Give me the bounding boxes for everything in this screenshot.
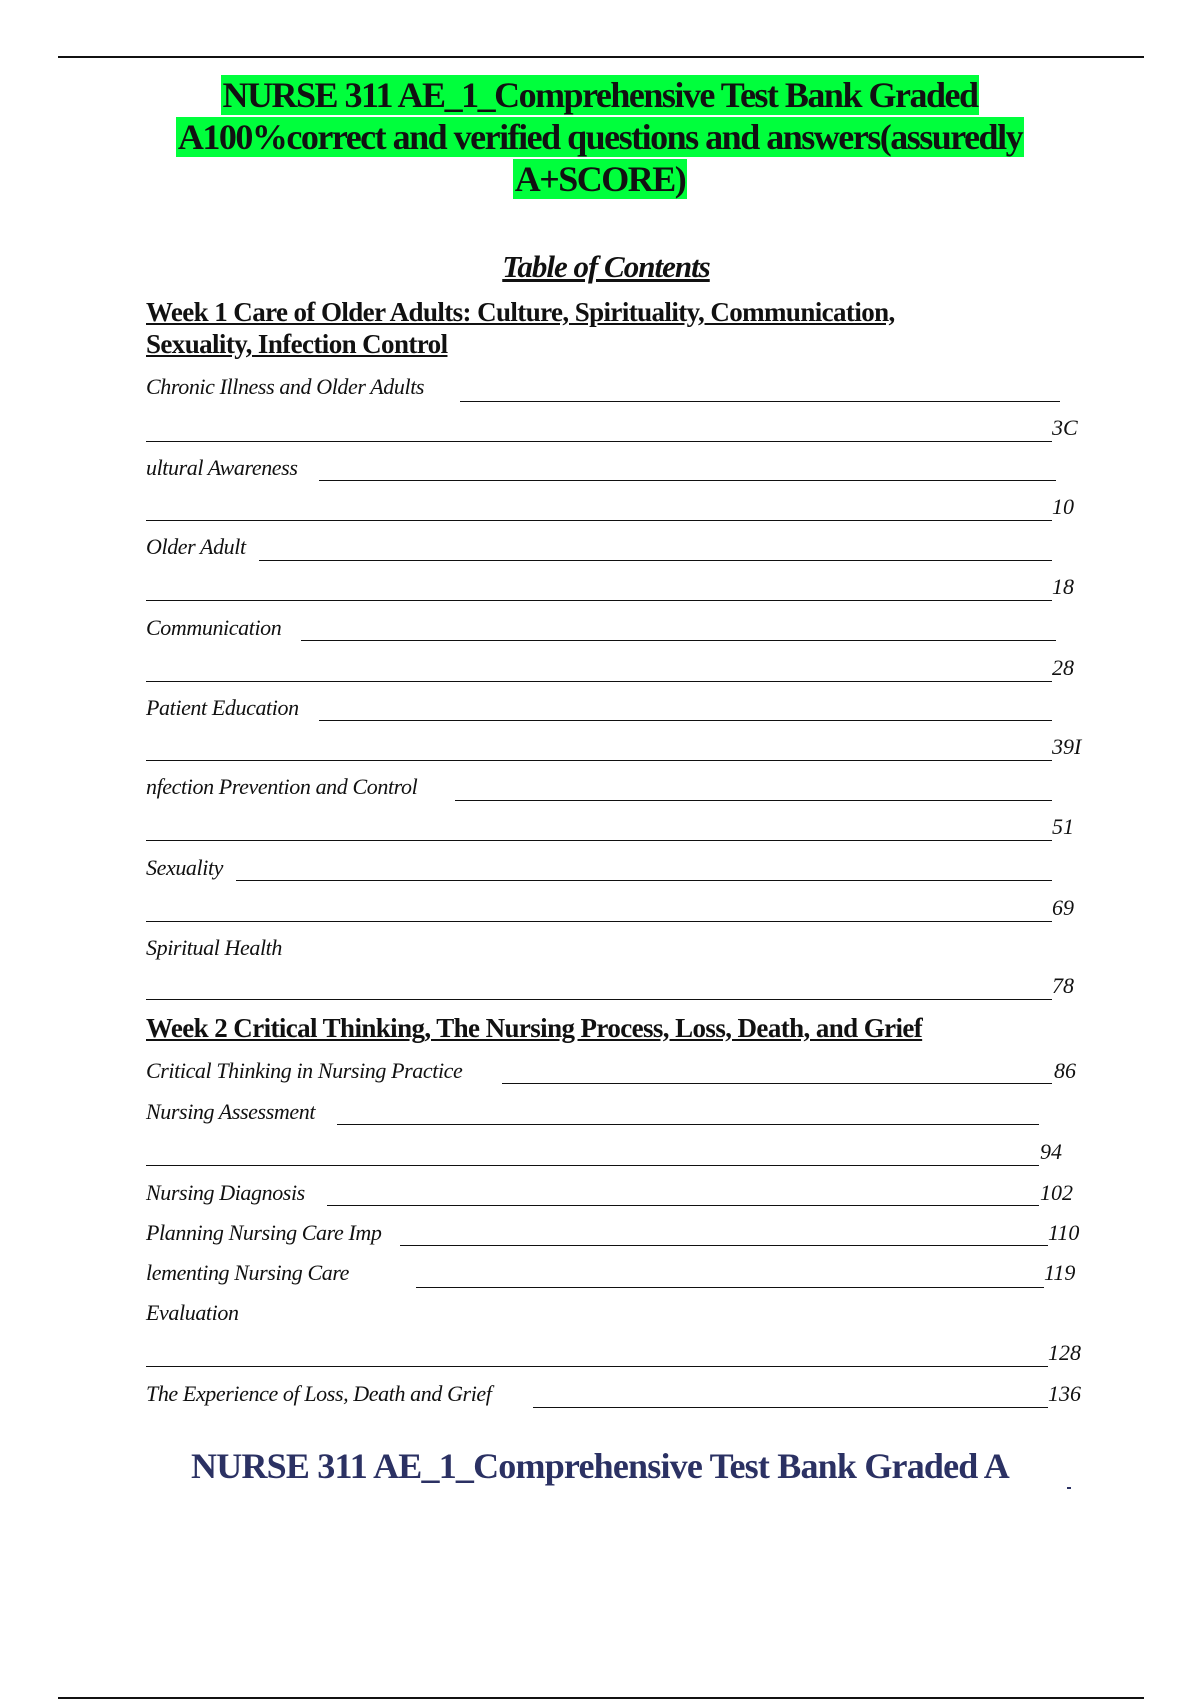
toc-entry-planning-nursing-care[interactable]: Planning Nursing Care Imp [146,1220,382,1245]
toc-entry-sexuality[interactable]: Sexuality [146,855,224,880]
toc-leader [301,640,1056,641]
toc-leader [327,1205,1039,1206]
footer-title: NURSE 311 AE_1_Comprehensive Test Bank Graded A [191,1446,1009,1486]
toc-leader [259,560,1052,561]
toc-entry-nursing-diagnosis[interactable]: Nursing Diagnosis [146,1180,305,1205]
toc-page-number: 128 [1048,1340,1081,1365]
toc-page-number: 102 [1040,1180,1073,1205]
toc-entry-spiritual-health[interactable]: Spiritual Health [146,935,282,960]
toc-leader [236,880,1052,881]
toc-page-number: 136 [1048,1381,1081,1406]
toc-page-number: 94 [1040,1139,1062,1164]
toc-entry-infection-prevention[interactable]: nfection Prevention and Control [146,774,418,799]
toc-entry-patient-education[interactable]: Patient Education [146,695,299,720]
toc-entry-cultural-awareness[interactable]: ultural Awareness [146,455,298,480]
toc-entry-critical-thinking[interactable]: Critical Thinking in Nursing Practice [146,1058,463,1083]
toc-page-number: 10 [1052,494,1074,519]
toc-page-number: 110 [1048,1220,1080,1245]
toc-page-number: 78 [1052,973,1074,998]
toc-page-number: 51 [1052,814,1074,839]
toc-leader [533,1407,1048,1408]
toc-leader [146,840,1052,841]
bottom-rule [58,1697,1144,1699]
document-title [100,74,1100,200]
toc-leader [319,720,1052,721]
title-line-1: NURSE 311 AE_1_Comprehensive Test Bank Graded [222,75,978,115]
week2-heading: Week 2 Critical Thinking, The Nursing Process, Loss, Death, and Grief [146,1013,923,1043]
toc-page-number: 3C [1052,415,1078,440]
toc-page-number: 86 [1054,1058,1076,1083]
toc-leader [146,921,1052,922]
toc-leader [455,800,1052,801]
toc-leader [146,760,1052,761]
title-line-2: A100%correct and verified questions and answers(assuredly [177,117,1023,157]
week1-heading-line-2: Sexuality, Infection Control [146,329,448,359]
toc-entry-implementing-nursing-care[interactable]: lementing Nursing Care [146,1260,350,1285]
toc-leader [146,441,1052,442]
toc-leader [146,600,1052,601]
toc-heading: Table of Contents [502,249,710,284]
toc-page-number: 69 [1052,895,1074,920]
toc-entry-evaluation[interactable]: Evaluation [146,1300,239,1325]
week1-heading-line-1: Week 1 Care of Older Adults: Culture, Spirituality, Communication, [146,297,895,327]
toc-entry-older-adult[interactable]: Older Adult [146,534,246,559]
toc-entry-communication[interactable]: Communication [146,615,282,640]
toc-leader [319,480,1056,481]
toc-leader [146,520,1052,521]
toc-page-number: 119 [1044,1260,1076,1285]
toc-leader [416,1287,1044,1288]
toc-leader [146,1165,1039,1166]
week1-heading [146,296,986,360]
top-rule [58,56,1144,58]
toc-leader [460,401,1060,402]
toc-leader [146,1366,1048,1367]
toc-entry-nursing-assessment[interactable]: Nursing Assessment [146,1099,316,1124]
toc-entry-chronic-illness[interactable]: Chronic Illness and Older Adults [146,374,425,399]
toc-leader [146,681,1052,682]
toc-page-number: 39I [1052,734,1082,759]
title-line-3: A+SCORE) [514,159,686,199]
toc-leader [337,1124,1039,1125]
toc-page-number: 28 [1052,655,1074,680]
toc-page-number: 18 [1052,574,1074,599]
toc-leader [400,1245,1048,1246]
toc-entry-loss-death-grief[interactable]: The Experience of Loss, Death and Grief [146,1381,492,1406]
toc-leader [502,1083,1052,1084]
toc-leader [146,999,1052,1000]
footer-mark [1067,1487,1071,1489]
